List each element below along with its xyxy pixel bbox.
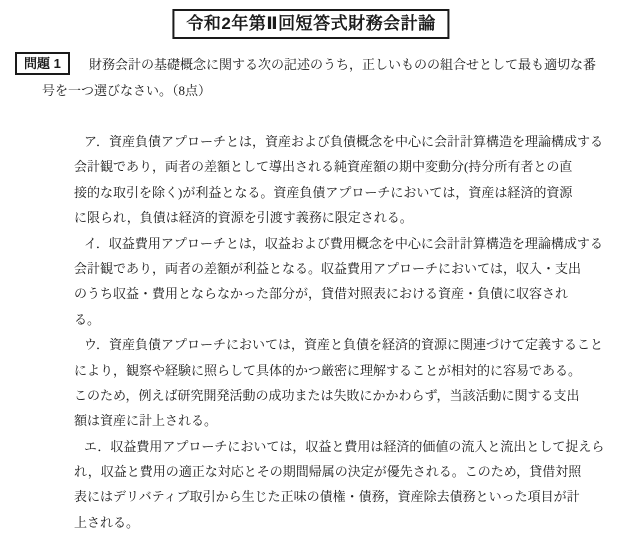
statement-line: 額は資産に計上される。 <box>74 413 218 429</box>
statement-line: 接的な取引を除く)が利益となる。資産負債アプローチにおいては，資産は経済的資源 <box>74 184 573 200</box>
statement-line: イ．収益費用アプローチとは，収益および費用概念を中心に会計計算構造を理論構成する <box>84 235 603 251</box>
statement-item-i <box>0 231 622 333</box>
statement-line: 会計観であり，両者の差額として導出される純資産額の期中変動分(持分所有者との直 <box>74 159 573 175</box>
statement-line: のうち収益・費用とならなかった部分が，貸借対照表における資産・負債に収容され <box>74 286 569 302</box>
question-intro-line-2: 号を一つ選びなさい。（8点） <box>42 83 212 98</box>
statement-list <box>0 129 622 535</box>
statement-line: エ．収益費用アプローチにおいては，収益と費用は経済的価値の流入と流出として捉えら <box>84 438 605 454</box>
exam-title: 令和2年第Ⅱ回短答式財務会計論 <box>186 14 436 33</box>
question-number-label: 問題 1 <box>24 56 61 71</box>
statement-line: 上される。 <box>74 514 140 530</box>
statement-line: る。 <box>74 311 101 327</box>
question-number-box <box>15 52 70 75</box>
statement-line: により，観察や経験に照らして具体的かつ厳密に理解することが相対的に容易である。 <box>74 362 582 378</box>
statement-line: れ，収益と費用の適正な対応とその期間帰属の決定が優先される。このため，貸借対照 <box>74 464 582 480</box>
statement-line: 表にはデリバティブ取引から生じた正味の債権・債務，資産除去債務といった項目が計 <box>74 489 580 505</box>
statement-line: ア．資産負債アプローチとは，資産および負債概念を中心に会計計算構造を理論構成する <box>84 134 603 149</box>
question-intro-line-1: 財務会計の基礎概念に関する次の記述のうち，正しいものの組合せとして最も適切な番 <box>89 57 597 72</box>
statement-item-e <box>0 434 622 536</box>
statement-line: このため，例えば研究開発活動の成功または失敗にかかわらず，当該活動に関する支出 <box>74 387 580 403</box>
statement-line: ウ．資産負債アプローチにおいては，資産と負債を経済的資源に関連づけて定義すること <box>84 337 603 353</box>
statement-line: に限られ，負債は経済的資源を引渡す義務に限定される。 <box>74 210 413 226</box>
statement-item-a <box>0 129 622 231</box>
exam-title-box <box>172 9 449 39</box>
statement-line: 会計観であり，両者の差額が利益となる。収益費用アプローチにおいては，収入・支出 <box>74 260 582 276</box>
statement-item-u <box>0 332 622 434</box>
